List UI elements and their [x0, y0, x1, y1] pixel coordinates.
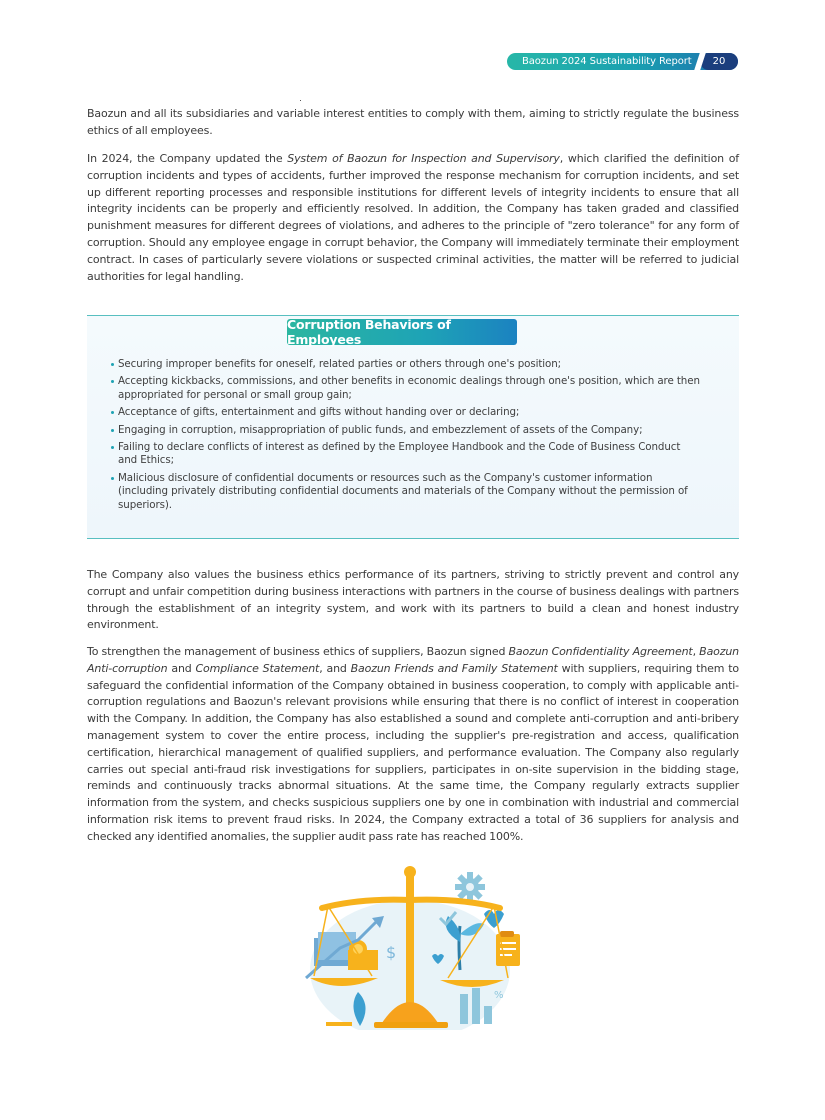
list-item: Acceptance of gifts, entertainment and gifts without handing over or declaring;: [111, 406, 701, 419]
list-item: Malicious disclosure of confidential documents or resources such as the Company's customer information (including privately distributing confidential documents and materials of the Company without the permission of superiors).: [111, 472, 701, 512]
report-title: Baozun 2024 Sustainability Report: [522, 56, 692, 67]
paragraph-partners: The Company also values the business ethics performance of its partners, striving to strictly prevent and control any corrupt and unfair competition during business interactions with partners in the course of business dealings with partners through the establishment of an integrity system, and work with its partners to build a clean and honest industry environment.: [87, 568, 739, 632]
dollar-symbol: $: [386, 943, 397, 962]
box-title: Corruption Behaviors of Employees: [287, 319, 517, 345]
list-item: Securing improper benefits for oneself, related parties or others through one's position;: [111, 358, 701, 371]
corruption-behaviors-box: [87, 315, 739, 539]
list-item: Failing to declare conflicts of interest as defined by the Employee Handbook and the Code of Business Conduct and Ethics;: [111, 441, 701, 468]
paragraph-intro: Baozun and all its subsidiaries and variable interest entities to comply with them, aiming to strictly regulate the business ethics of all employees.: [87, 107, 739, 137]
balance-scale-icon: [300, 860, 530, 1030]
list-item: Engaging in corruption, misappropriation of public funds, and embezzlement of assets of the Company;: [111, 424, 701, 437]
gear-icon: [455, 872, 485, 902]
paragraph-suppliers: To strengthen the management of business ethics of suppliers, Baozun signed Baozun Confidentiality Agreement, Baozun Anti-corruption and Compliance Statement, and Baozun Friends and Family Statement with suppliers, requiring them to safeguard the confidential information of the Company obtained in business cooperation, to comply with applicable anti-corruption regulations and Baozun's relevant provisions while ensuring that there is no conflict of interest in cooperation with the Company. In addition, the Company has also established a sound and complete anti-corruption and anti-bribery management system to cover the entire process, including the supplier's pre-registration and access, qualification certification, hierarchical management of qualified suppliers, and performance evaluation. The Company also regularly carries out special anti-fraud risk investigations for suppliers, participates in on-site supervision in the bidding stage, reminds and continuously tracks abnormal situations. At the same time, the Company regularly extracts supplier information from the system, and checks suspicious suppliers one by one in combination with industrial and commercial information risk items to prevent fraud risks. In 2024, the Company extracted a total of 36 suppliers for analysis and checked any identified anomalies, the supplier audit pass rate has reached 100%.: [87, 645, 740, 843]
paragraph-inspection-system: In 2024, the Company updated the System of Baozun for Inspection and Supervisory, which clarified the definition of corruption incidents and types of accidents, further improved the response mechanism for corruption incidents, and set up different reporting processes and responsible institutions for different levels of integrity incidents to ensure that all integrity incidents can be properly and efficiently resolved. In addition, the Company has taken graded and classified punishment measures for different degrees of violations, and adheres to the principle of "zero tolerance" for any form of corruption. Should any employee engage in corrupt behavior, the Company will immediately terminate their employment contract. In cases of particularly severe violations or suspected criminal activities, the matter will be referred to judicial authorities for legal handling.: [87, 152, 740, 283]
corruption-behaviors-list: [111, 358, 701, 516]
page-number: 20: [700, 53, 738, 70]
percent-symbol: %: [494, 990, 504, 1001]
stray-dot: [300, 100, 301, 101]
report-header-badge: [507, 53, 738, 70]
document-title: System of Baozun for Inspection and Supervisory: [287, 152, 560, 165]
list-item: Accepting kickbacks, commissions, and other benefits in economic dealings through one's position, which are then appropriated for personal or small group gain;: [111, 375, 701, 402]
